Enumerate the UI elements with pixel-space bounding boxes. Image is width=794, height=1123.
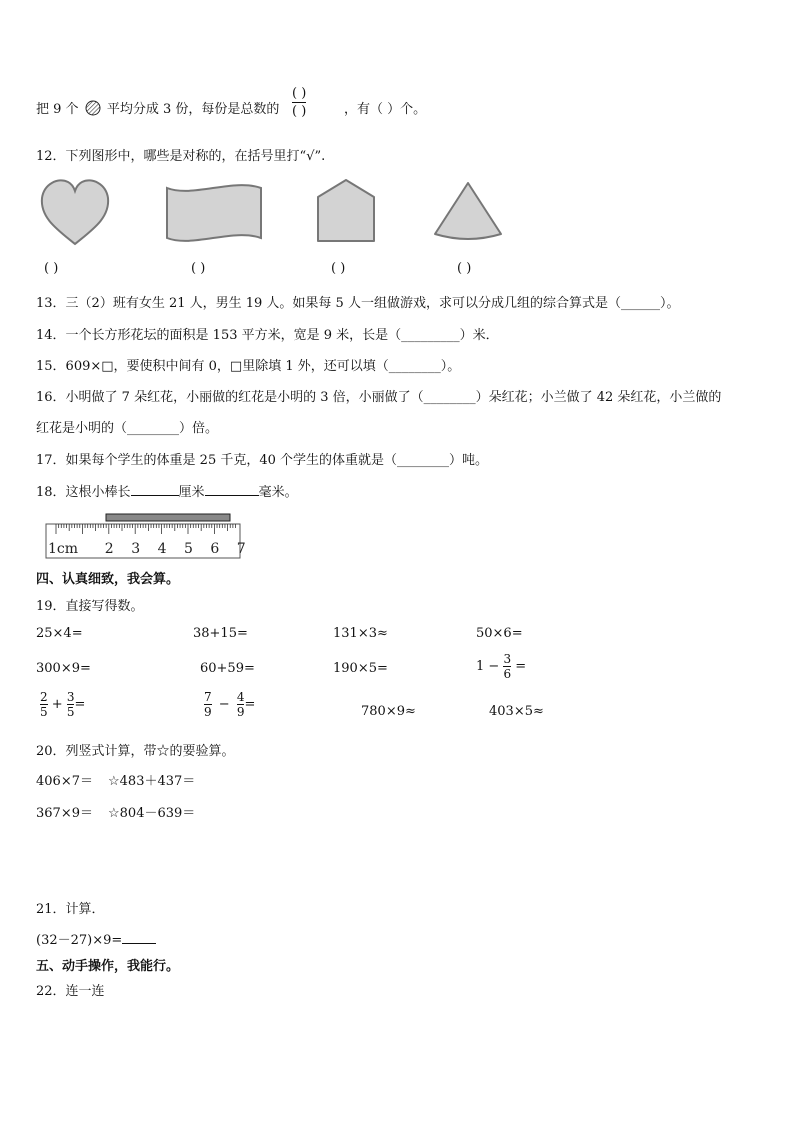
q19-r1-c1: 25×4= (36, 626, 83, 641)
ruler-label: 6 (210, 541, 220, 557)
q11-suffix: ，有（ ）个。 (344, 102, 427, 117)
question-16-line-2: 红花是小明的（________）倍。 (36, 421, 219, 436)
q20-item-4: ☆804－639＝ (108, 806, 196, 821)
q19-r1-c2: 38+15= (193, 626, 248, 641)
q19-r1-c3: 131×3≈ (333, 626, 388, 641)
q21-expression: (32－27)×9= (36, 929, 156, 948)
q11-fraction (292, 85, 306, 120)
hatched-circle-icon (85, 100, 101, 116)
q12-title: 12．下列图形中，哪些是对称的，在括号里打“√”. (36, 149, 326, 164)
q12-bracket-2: ( ) (191, 261, 206, 276)
heart-shape (38, 178, 112, 246)
q19-r2-c4: 1 − $\frac{3}{6}$ = (476, 652, 527, 681)
question-15: 15．609×□，要使积中间有 0，□里除填 1 外，还可以填（________）。 (36, 359, 461, 374)
q19-r3-c4: 403×5≈ (489, 704, 544, 719)
q22-title: 22．连一连 (36, 984, 105, 999)
q18-prefix: 18．这根小棒长 (36, 485, 131, 500)
q20-title: 20．列竖式计算，带☆的要验算。 (36, 744, 235, 759)
pentagon-house-shape (314, 177, 378, 245)
question-11 (36, 98, 279, 117)
q19-r3-c1: $\frac{2}{5}$ + $\frac{3}{5}$ = (40, 690, 86, 719)
q11-prefix: 把 9 个 (36, 102, 79, 117)
section-5-title: 五、动手操作，我能行。 (36, 959, 180, 974)
q11-mid: 平均分成 3 份，每份是总数的 (106, 102, 280, 117)
q12-bracket-4: ( ) (457, 261, 472, 276)
q12-bracket-1: ( ) (44, 261, 59, 276)
ruler-label: 2 (104, 541, 114, 557)
q11-frac-den: ( ) (292, 104, 307, 119)
question-13: 13．三（2）班有女生 21 人，男生 19 人。如果每 5 人一组做游戏，求可以分成几组的综合算式是（______）。 (36, 296, 680, 311)
ruler-label: 7 (236, 541, 246, 557)
q19-r1-c4: 50×6= (476, 626, 523, 641)
q19-r3-c3: 780×9≈ (361, 704, 416, 719)
q20-item-1: 406×7＝ (36, 774, 93, 789)
question-16-line-1: 16．小明做了 7 朵红花，小丽做的红花是小明的 3 倍，小丽做了（________）朵红花；小兰做了 42 朵红花，小兰做的 (36, 390, 722, 405)
ruler (44, 510, 244, 562)
q19-r2-c2: 60+59= (200, 661, 255, 676)
question-18 (36, 481, 298, 500)
wave-flag-shape (163, 182, 265, 244)
q19-r3-c2: $\frac{7}{9}$ − $\frac{4}{9}$ = (204, 690, 256, 719)
ruler-label: 4 (157, 541, 167, 557)
question-14: 14．一个长方形花坛的面积是 153 平方米，宽是 9 米，长是（_________）米． (36, 328, 499, 343)
q19-title: 19．直接写得数。 (36, 599, 144, 614)
ruler-label: 3 (131, 541, 141, 557)
q18-blank-cm (131, 483, 179, 496)
q21-title: 21．计算． (36, 902, 105, 917)
question-17: 17．如果每个学生的体重是 25 千克，40 个学生的体重就是（________）吨。 (36, 453, 489, 468)
ruler-label: 5 (184, 541, 193, 557)
q20-item-2: ☆483＋437＝ (108, 774, 196, 789)
q19-r2-c1: 300×9= (36, 661, 91, 676)
stick (106, 514, 230, 521)
q19-r2-c3: 190×5= (333, 661, 388, 676)
q20-item-3: 367×9＝ (36, 806, 93, 821)
q18-cm-label: 厘米 (178, 485, 205, 500)
ruler-label: 1cm (48, 541, 79, 557)
q12-bracket-3: ( ) (331, 261, 346, 276)
q21-answer-blank (122, 931, 156, 944)
q11-frac-num: ( ) (292, 86, 307, 101)
q18-mm-label: 毫米。 (258, 485, 298, 500)
q18-blank-mm (205, 483, 259, 496)
sector-shape (432, 180, 504, 244)
section-4-title: 四、认真细致，我会算。 (36, 572, 180, 587)
